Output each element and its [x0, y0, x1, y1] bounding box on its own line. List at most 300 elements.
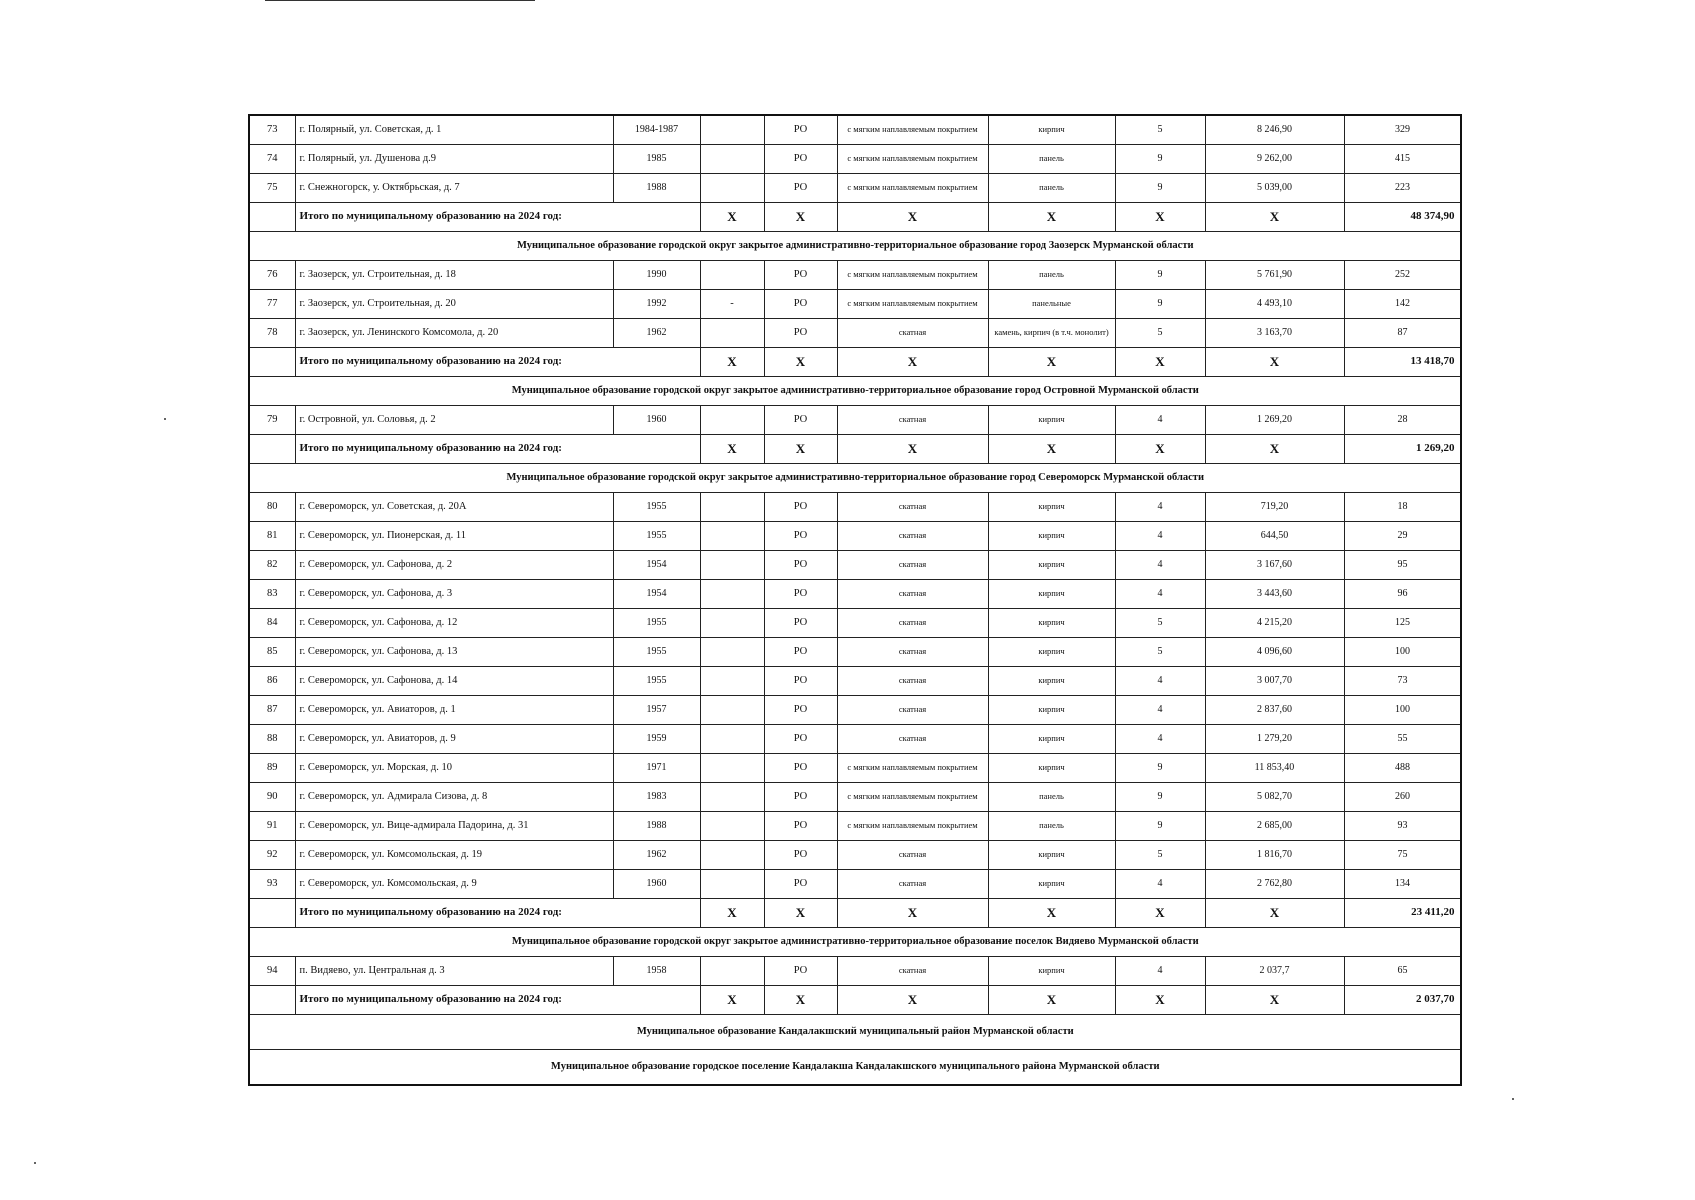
- method-cell: РО: [764, 173, 837, 202]
- year-cell: 1960: [613, 869, 700, 898]
- roof-type-cell: с мягким наплавляемым покрытием: [837, 144, 988, 173]
- total-x-mark: X: [837, 347, 988, 376]
- extra-cell: [700, 550, 764, 579]
- wall-material-cell: кирпич: [988, 724, 1115, 753]
- address-cell: г. Снежногорск, у. Октябрьская, д. 7: [295, 173, 613, 202]
- table-row: [249, 608, 1461, 637]
- wall-material-cell: панель: [988, 173, 1115, 202]
- wall-material-cell: кирпич: [988, 405, 1115, 434]
- total-x-mark: X: [764, 985, 837, 1014]
- address-cell: г. Североморск, ул. Вице-адмирала Падорина, д. 31: [295, 811, 613, 840]
- roof-type-cell: скатная: [837, 956, 988, 985]
- row-number: 79: [249, 405, 295, 434]
- wall-material-cell: кирпич: [988, 608, 1115, 637]
- area-cell: 5 082,70: [1205, 782, 1344, 811]
- area-cell: 3 443,60: [1205, 579, 1344, 608]
- total-x-mark: X: [764, 202, 837, 231]
- area-cell: 4 215,20: [1205, 608, 1344, 637]
- address-cell: г. Островной, ул. Соловья, д. 2: [295, 405, 613, 434]
- year-cell: 1955: [613, 666, 700, 695]
- row-number: 86: [249, 666, 295, 695]
- total-blank-cell: [249, 898, 295, 927]
- total-x-mark: X: [1115, 202, 1205, 231]
- extra-cell: [700, 115, 764, 144]
- method-cell: РО: [764, 782, 837, 811]
- area-cell: 5 761,90: [1205, 260, 1344, 289]
- wall-material-cell: кирпич: [988, 695, 1115, 724]
- address-cell: г. Полярный, ул. Советская, д. 1: [295, 115, 613, 144]
- row-number: 88: [249, 724, 295, 753]
- method-cell: РО: [764, 492, 837, 521]
- roof-type-cell: скатная: [837, 492, 988, 521]
- total-blank-cell: [249, 985, 295, 1014]
- year-cell: 1955: [613, 637, 700, 666]
- section-title: Муниципальное образование городской округ закрытое административно-территориальное образование поселок Видяево Мурманской области: [249, 927, 1461, 956]
- method-cell: РО: [764, 289, 837, 318]
- total-x-mark: X: [988, 434, 1115, 463]
- area-cell: 8 246,90: [1205, 115, 1344, 144]
- table-row: [249, 811, 1461, 840]
- total-label: Итого по муниципальному образованию на 2024 год:: [295, 898, 700, 927]
- roof-type-cell: с мягким наплавляемым покрытием: [837, 260, 988, 289]
- roof-type-cell: скатная: [837, 318, 988, 347]
- residents-cell: 223: [1344, 173, 1461, 202]
- row-number: 84: [249, 608, 295, 637]
- total-x-mark: X: [1205, 347, 1344, 376]
- address-cell: п. Видяево, ул. Центральная д. 3: [295, 956, 613, 985]
- wall-material-cell: кирпич: [988, 115, 1115, 144]
- residents-cell: 87: [1344, 318, 1461, 347]
- wall-material-cell: панель: [988, 782, 1115, 811]
- total-x-mark: X: [764, 434, 837, 463]
- method-cell: РО: [764, 550, 837, 579]
- table-row: [249, 173, 1461, 202]
- area-cell: 3 007,70: [1205, 666, 1344, 695]
- floors-cell: 4: [1115, 521, 1205, 550]
- total-x-mark: X: [1205, 434, 1344, 463]
- roof-type-cell: с мягким наплавляемым покрытием: [837, 289, 988, 318]
- total-blank-cell: [249, 347, 295, 376]
- floors-cell: 4: [1115, 492, 1205, 521]
- method-cell: РО: [764, 811, 837, 840]
- row-number: 83: [249, 579, 295, 608]
- total-area: 1 269,20: [1344, 434, 1461, 463]
- scan-speck: [34, 1162, 36, 1164]
- wall-material-cell: кирпич: [988, 956, 1115, 985]
- row-number: 77: [249, 289, 295, 318]
- floors-cell: 9: [1115, 811, 1205, 840]
- residents-cell: 65: [1344, 956, 1461, 985]
- address-cell: г. Североморск, ул. Комсомольская, д. 9: [295, 869, 613, 898]
- total-blank-cell: [249, 202, 295, 231]
- address-cell: г. Североморск, ул. Авиаторов, д. 9: [295, 724, 613, 753]
- extra-cell: [700, 695, 764, 724]
- extra-cell: [700, 608, 764, 637]
- extra-cell: [700, 579, 764, 608]
- wall-material-cell: кирпич: [988, 579, 1115, 608]
- table-row: [249, 550, 1461, 579]
- residents-cell: 96: [1344, 579, 1461, 608]
- wall-material-cell: кирпич: [988, 637, 1115, 666]
- table-row: [249, 840, 1461, 869]
- floors-cell: 4: [1115, 724, 1205, 753]
- extra-cell: [700, 637, 764, 666]
- total-blank-cell: [249, 434, 295, 463]
- year-cell: 1955: [613, 492, 700, 521]
- year-cell: 1962: [613, 840, 700, 869]
- area-cell: 1 269,20: [1205, 405, 1344, 434]
- wall-material-cell: кирпич: [988, 492, 1115, 521]
- roof-type-cell: с мягким наплавляемым покрытием: [837, 173, 988, 202]
- total-area: 2 037,70: [1344, 985, 1461, 1014]
- floors-cell: 4: [1115, 869, 1205, 898]
- total-x-mark: X: [837, 898, 988, 927]
- residents-cell: 125: [1344, 608, 1461, 637]
- table-row: [249, 579, 1461, 608]
- total-x-mark: X: [700, 202, 764, 231]
- row-number: 78: [249, 318, 295, 347]
- row-number: 93: [249, 869, 295, 898]
- row-number: 76: [249, 260, 295, 289]
- total-label: Итого по муниципальному образованию на 2024 год:: [295, 985, 700, 1014]
- housing-register-table: [248, 114, 1462, 1086]
- row-number: 89: [249, 753, 295, 782]
- section-title: Муниципальное образование городской округ закрытое административно-территориальное образование город Островной Мурманской области: [249, 376, 1461, 405]
- method-cell: РО: [764, 956, 837, 985]
- total-label: Итого по муниципальному образованию на 2024 год:: [295, 347, 700, 376]
- row-number: 73: [249, 115, 295, 144]
- floors-cell: 4: [1115, 550, 1205, 579]
- address-cell: г. Североморск, ул. Адмирала Сизова, д. 8: [295, 782, 613, 811]
- residents-cell: 55: [1344, 724, 1461, 753]
- address-cell: г. Североморск, ул. Сафонова, д. 12: [295, 608, 613, 637]
- section-title: Муниципальное образование городской округ закрытое административно-территориальное образование город Североморск Мурманской области: [249, 463, 1461, 492]
- table-row: [249, 869, 1461, 898]
- extra-cell: [700, 811, 764, 840]
- residents-cell: 260: [1344, 782, 1461, 811]
- total-x-mark: X: [988, 898, 1115, 927]
- roof-type-cell: с мягким наплавляемым покрытием: [837, 811, 988, 840]
- roof-type-cell: скатная: [837, 608, 988, 637]
- floors-cell: 4: [1115, 579, 1205, 608]
- year-cell: 1954: [613, 550, 700, 579]
- floors-cell: 9: [1115, 260, 1205, 289]
- roof-type-cell: с мягким наплавляемым покрытием: [837, 753, 988, 782]
- address-cell: г. Заозерск, ул. Строительная, д. 20: [295, 289, 613, 318]
- wall-material-cell: кирпич: [988, 550, 1115, 579]
- method-cell: РО: [764, 753, 837, 782]
- floors-cell: 9: [1115, 782, 1205, 811]
- total-x-mark: X: [1205, 898, 1344, 927]
- table-row: [249, 695, 1461, 724]
- year-cell: 1992: [613, 289, 700, 318]
- row-number: 81: [249, 521, 295, 550]
- total-row: [249, 985, 1461, 1014]
- address-cell: г. Североморск, ул. Сафонова, д. 13: [295, 637, 613, 666]
- area-cell: 3 163,70: [1205, 318, 1344, 347]
- total-x-mark: X: [837, 985, 988, 1014]
- wall-material-cell: панель: [988, 811, 1115, 840]
- area-cell: 9 262,00: [1205, 144, 1344, 173]
- area-cell: 4 096,60: [1205, 637, 1344, 666]
- section-header-row: [249, 231, 1461, 260]
- wall-material-cell: кирпич: [988, 666, 1115, 695]
- extra-cell: [700, 724, 764, 753]
- row-number: 80: [249, 492, 295, 521]
- year-cell: 1955: [613, 521, 700, 550]
- extra-cell: [700, 260, 764, 289]
- extra-cell: [700, 869, 764, 898]
- extra-cell: [700, 405, 764, 434]
- roof-type-cell: скатная: [837, 869, 988, 898]
- area-cell: 1 279,20: [1205, 724, 1344, 753]
- roof-type-cell: скатная: [837, 695, 988, 724]
- residents-cell: 252: [1344, 260, 1461, 289]
- floors-cell: 4: [1115, 956, 1205, 985]
- roof-type-cell: скатная: [837, 724, 988, 753]
- area-cell: 2 037,7: [1205, 956, 1344, 985]
- section-title: Муниципальное образование Кандалакшский муниципальный район Мурманской области: [249, 1014, 1461, 1049]
- residents-cell: 100: [1344, 637, 1461, 666]
- year-cell: 1984-1987: [613, 115, 700, 144]
- method-cell: РО: [764, 637, 837, 666]
- residents-cell: 488: [1344, 753, 1461, 782]
- roof-type-cell: с мягким наплавляемым покрытием: [837, 782, 988, 811]
- method-cell: РО: [764, 318, 837, 347]
- year-cell: 1958: [613, 956, 700, 985]
- address-cell: г. Североморск, ул. Пионерская, д. 11: [295, 521, 613, 550]
- floors-cell: 5: [1115, 115, 1205, 144]
- residents-cell: 329: [1344, 115, 1461, 144]
- floors-cell: 5: [1115, 637, 1205, 666]
- section-header-row: [249, 463, 1461, 492]
- section-header-row: [249, 927, 1461, 956]
- wall-material-cell: кирпич: [988, 840, 1115, 869]
- row-number: 82: [249, 550, 295, 579]
- total-x-mark: X: [837, 434, 988, 463]
- area-cell: 1 816,70: [1205, 840, 1344, 869]
- total-x-mark: X: [700, 347, 764, 376]
- table-row: [249, 144, 1461, 173]
- total-x-mark: X: [988, 202, 1115, 231]
- wall-material-cell: панель: [988, 144, 1115, 173]
- total-x-mark: X: [1115, 898, 1205, 927]
- row-number: 94: [249, 956, 295, 985]
- total-x-mark: X: [700, 985, 764, 1014]
- wall-material-cell: панельные: [988, 289, 1115, 318]
- address-cell: г. Североморск, ул. Морская, д. 10: [295, 753, 613, 782]
- year-cell: 1955: [613, 608, 700, 637]
- total-x-mark: X: [1115, 347, 1205, 376]
- residents-cell: 134: [1344, 869, 1461, 898]
- row-number: 74: [249, 144, 295, 173]
- method-cell: РО: [764, 869, 837, 898]
- method-cell: РО: [764, 666, 837, 695]
- address-cell: г. Полярный, ул. Душенова д.9: [295, 144, 613, 173]
- floors-cell: 9: [1115, 753, 1205, 782]
- year-cell: 1983: [613, 782, 700, 811]
- floors-cell: 9: [1115, 144, 1205, 173]
- wall-material-cell: кирпич: [988, 869, 1115, 898]
- table-row: [249, 956, 1461, 985]
- roof-type-cell: скатная: [837, 840, 988, 869]
- roof-type-cell: скатная: [837, 579, 988, 608]
- extra-cell: [700, 753, 764, 782]
- total-x-mark: X: [988, 985, 1115, 1014]
- year-cell: 1959: [613, 724, 700, 753]
- residents-cell: 93: [1344, 811, 1461, 840]
- row-number: 90: [249, 782, 295, 811]
- floors-cell: 4: [1115, 405, 1205, 434]
- floors-cell: 9: [1115, 289, 1205, 318]
- residents-cell: 29: [1344, 521, 1461, 550]
- residents-cell: 415: [1344, 144, 1461, 173]
- residents-cell: 75: [1344, 840, 1461, 869]
- residents-cell: 18: [1344, 492, 1461, 521]
- total-x-mark: X: [1115, 434, 1205, 463]
- area-cell: 11 853,40: [1205, 753, 1344, 782]
- area-cell: 644,50: [1205, 521, 1344, 550]
- section-header-row: [249, 1014, 1461, 1049]
- year-cell: 1954: [613, 579, 700, 608]
- address-cell: г. Заозерск, ул. Ленинского Комсомола, д. 20: [295, 318, 613, 347]
- area-cell: 2 837,60: [1205, 695, 1344, 724]
- year-cell: 1988: [613, 811, 700, 840]
- extra-cell: [700, 492, 764, 521]
- area-cell: 5 039,00: [1205, 173, 1344, 202]
- method-cell: РО: [764, 521, 837, 550]
- total-x-mark: X: [837, 202, 988, 231]
- roof-type-cell: скатная: [837, 550, 988, 579]
- table-row: [249, 405, 1461, 434]
- year-cell: 1971: [613, 753, 700, 782]
- residents-cell: 100: [1344, 695, 1461, 724]
- total-row: [249, 347, 1461, 376]
- row-number: 75: [249, 173, 295, 202]
- total-row: [249, 202, 1461, 231]
- residents-cell: 73: [1344, 666, 1461, 695]
- table-row: [249, 666, 1461, 695]
- roof-type-cell: скатная: [837, 637, 988, 666]
- year-cell: 1960: [613, 405, 700, 434]
- total-x-mark: X: [1205, 985, 1344, 1014]
- address-cell: г. Североморск, ул. Авиаторов, д. 1: [295, 695, 613, 724]
- table-body: [249, 115, 1461, 1085]
- wall-material-cell: камень, кирпич (в т.ч. монолит): [988, 318, 1115, 347]
- row-number: 92: [249, 840, 295, 869]
- total-x-mark: X: [764, 898, 837, 927]
- address-cell: г. Североморск, ул. Сафонова, д. 14: [295, 666, 613, 695]
- roof-type-cell: скатная: [837, 666, 988, 695]
- total-row: [249, 434, 1461, 463]
- floors-cell: 5: [1115, 318, 1205, 347]
- method-cell: РО: [764, 405, 837, 434]
- row-number: 85: [249, 637, 295, 666]
- table-row: [249, 289, 1461, 318]
- area-cell: 2 762,80: [1205, 869, 1344, 898]
- table-row: [249, 492, 1461, 521]
- total-x-mark: X: [988, 347, 1115, 376]
- area-cell: 719,20: [1205, 492, 1344, 521]
- total-x-mark: X: [764, 347, 837, 376]
- extra-cell: [700, 318, 764, 347]
- floors-cell: 5: [1115, 608, 1205, 637]
- total-area: 48 374,90: [1344, 202, 1461, 231]
- extra-cell: [700, 144, 764, 173]
- table-row: [249, 637, 1461, 666]
- table-row: [249, 753, 1461, 782]
- residents-cell: 28: [1344, 405, 1461, 434]
- residents-cell: 95: [1344, 550, 1461, 579]
- method-cell: РО: [764, 724, 837, 753]
- address-cell: г. Заозерск, ул. Строительная, д. 18: [295, 260, 613, 289]
- scan-speck: [164, 418, 166, 420]
- total-x-mark: X: [700, 434, 764, 463]
- table-row: [249, 115, 1461, 144]
- year-cell: 1957: [613, 695, 700, 724]
- extra-cell: [700, 956, 764, 985]
- extra-cell: [700, 521, 764, 550]
- area-cell: 4 493,10: [1205, 289, 1344, 318]
- residents-cell: 142: [1344, 289, 1461, 318]
- total-label: Итого по муниципальному образованию на 2024 год:: [295, 434, 700, 463]
- total-area: 23 411,20: [1344, 898, 1461, 927]
- method-cell: РО: [764, 840, 837, 869]
- extra-cell: [700, 666, 764, 695]
- table-row: [249, 521, 1461, 550]
- total-x-mark: X: [700, 898, 764, 927]
- address-cell: г. Североморск, ул. Сафонова, д. 2: [295, 550, 613, 579]
- area-cell: 3 167,60: [1205, 550, 1344, 579]
- scan-speck: [1512, 1098, 1514, 1100]
- floors-cell: 5: [1115, 840, 1205, 869]
- address-cell: г. Североморск, ул. Сафонова, д. 3: [295, 579, 613, 608]
- area-cell: 2 685,00: [1205, 811, 1344, 840]
- top-scan-line: [265, 0, 535, 1]
- floors-cell: 9: [1115, 173, 1205, 202]
- row-number: 87: [249, 695, 295, 724]
- table-row: [249, 318, 1461, 347]
- method-cell: РО: [764, 608, 837, 637]
- extra-cell: [700, 840, 764, 869]
- year-cell: 1985: [613, 144, 700, 173]
- section-header-row: [249, 376, 1461, 405]
- method-cell: РО: [764, 144, 837, 173]
- floors-cell: 4: [1115, 695, 1205, 724]
- year-cell: 1988: [613, 173, 700, 202]
- extra-cell: [700, 782, 764, 811]
- year-cell: 1962: [613, 318, 700, 347]
- method-cell: РО: [764, 260, 837, 289]
- total-x-mark: X: [1205, 202, 1344, 231]
- row-number: 91: [249, 811, 295, 840]
- roof-type-cell: скатная: [837, 405, 988, 434]
- total-area: 13 418,70: [1344, 347, 1461, 376]
- extra-cell: [700, 173, 764, 202]
- table-row: [249, 782, 1461, 811]
- wall-material-cell: кирпич: [988, 753, 1115, 782]
- floors-cell: 4: [1115, 666, 1205, 695]
- method-cell: РО: [764, 695, 837, 724]
- roof-type-cell: с мягким наплавляемым покрытием: [837, 115, 988, 144]
- wall-material-cell: кирпич: [988, 521, 1115, 550]
- table-row: [249, 724, 1461, 753]
- wall-material-cell: панель: [988, 260, 1115, 289]
- section-header-row: [249, 1049, 1461, 1085]
- address-cell: г. Североморск, ул. Советская, д. 20А: [295, 492, 613, 521]
- section-title: Муниципальное образование городской округ закрытое административно-территориальное образование город Заозерск Мурманской области: [249, 231, 1461, 260]
- method-cell: РО: [764, 115, 837, 144]
